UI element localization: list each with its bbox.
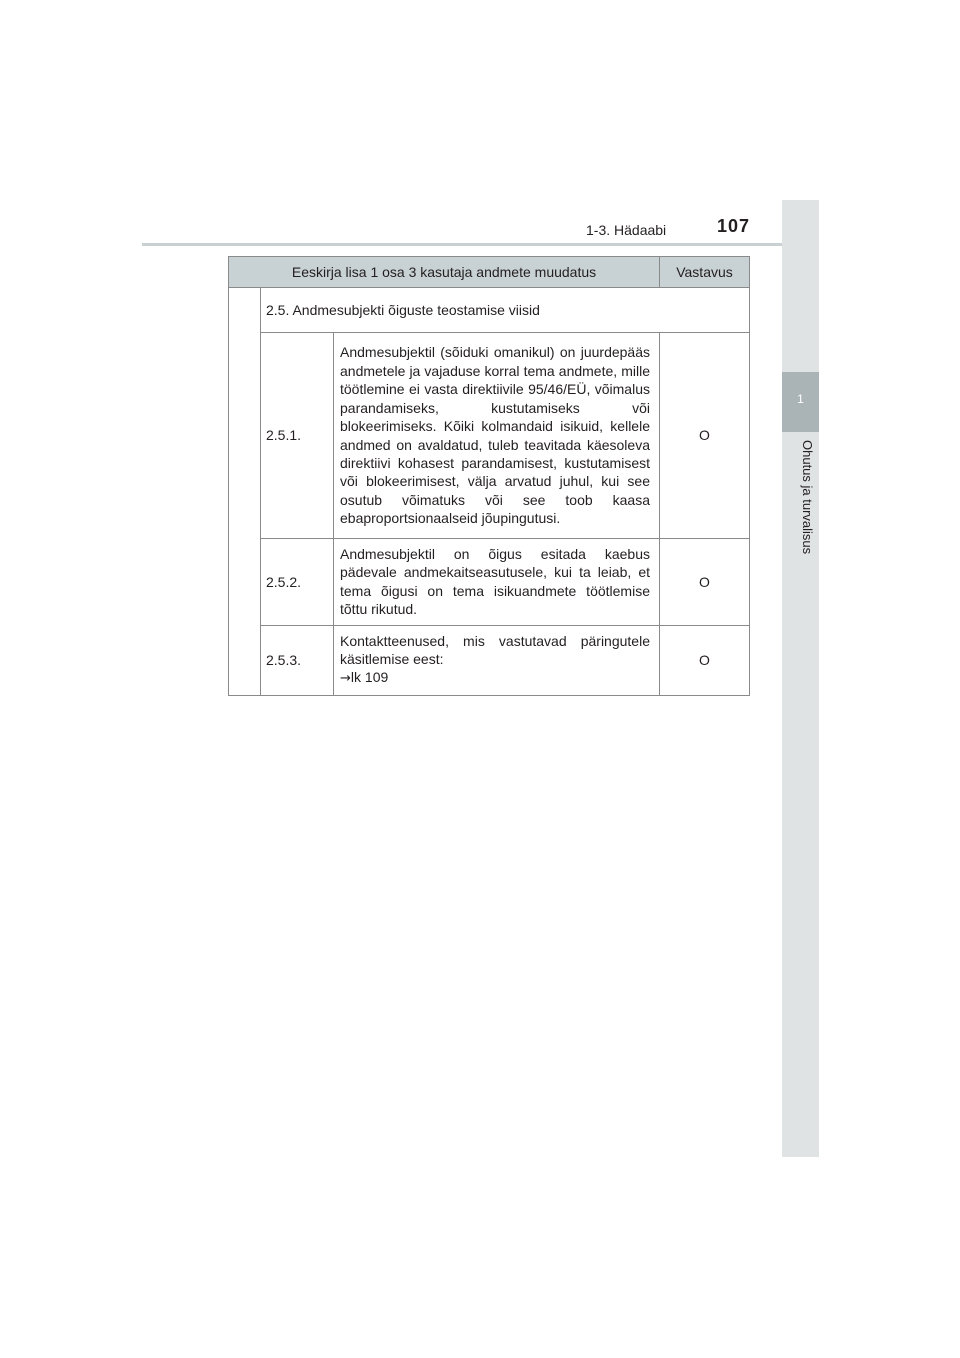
row-compliance-mark: O bbox=[660, 539, 750, 626]
table-header-compliance: Vastavus bbox=[660, 257, 750, 288]
table-row bbox=[229, 539, 750, 626]
chapter-title: Ohutus ja turvalisus bbox=[800, 440, 815, 555]
table-header-changes: Eeskirja lisa 1 osa 3 kasutaja andmete muudatus bbox=[229, 257, 660, 288]
page-number: 107 bbox=[717, 216, 751, 236]
row-number: 2.5.3. bbox=[261, 625, 334, 695]
row-number: 2.5.1. bbox=[261, 333, 334, 539]
table-header-row bbox=[229, 257, 750, 288]
subsection-heading: 2.5. Andmesubjekti õiguste teostamise viisid bbox=[261, 288, 750, 333]
chapter-side-tab bbox=[782, 200, 819, 1157]
row-text-line: Kontaktteenused, mis vastutavad päringutele käsitlemise eest: bbox=[340, 632, 650, 668]
section-title: 1-3. Hädaabi bbox=[586, 222, 667, 238]
row-text: Andmesubjektil (sõiduki omanikul) on juurdepääs andmetele ja vajaduse korral tema andmete, mille töötlemine ei vasta direktiivile 95/46/EÜ, võimalus parandamiseks, kustutamiseks või blokeerimiseks. Kõiki kolmandaid isikuid, kellele andmed on avaldatud, tuleb teavitada käesoleva direktiivi kohasest parandamisest, kustutamisest või blokeerimisest, välja arvatud juhul, kui see osutub võimatuks või see toob kaasa ebaproportsionaalseid jõupingutusi. bbox=[334, 333, 660, 539]
chapter-number: 1 bbox=[797, 392, 804, 406]
row-text bbox=[334, 625, 660, 695]
header-rule bbox=[142, 243, 818, 246]
indent-cell bbox=[229, 288, 261, 696]
row-text: Andmesubjektil on õigus esitada kaebus pädevale andmekaitseasutusele, kui ta leiab, et tema õigusi on tema isikuandmete töötlemise tõttu rikutud. bbox=[334, 539, 660, 626]
row-number: 2.5.2. bbox=[261, 539, 334, 626]
row-compliance-mark: O bbox=[660, 333, 750, 539]
arrow-right-icon: → bbox=[340, 671, 351, 687]
page-reference-link[interactable]: lk 109 bbox=[350, 669, 389, 686]
table-row bbox=[229, 333, 750, 539]
table-row bbox=[229, 288, 750, 333]
row-compliance-mark: O bbox=[660, 625, 750, 695]
table-row bbox=[229, 625, 750, 695]
data-changes-table bbox=[228, 256, 750, 696]
